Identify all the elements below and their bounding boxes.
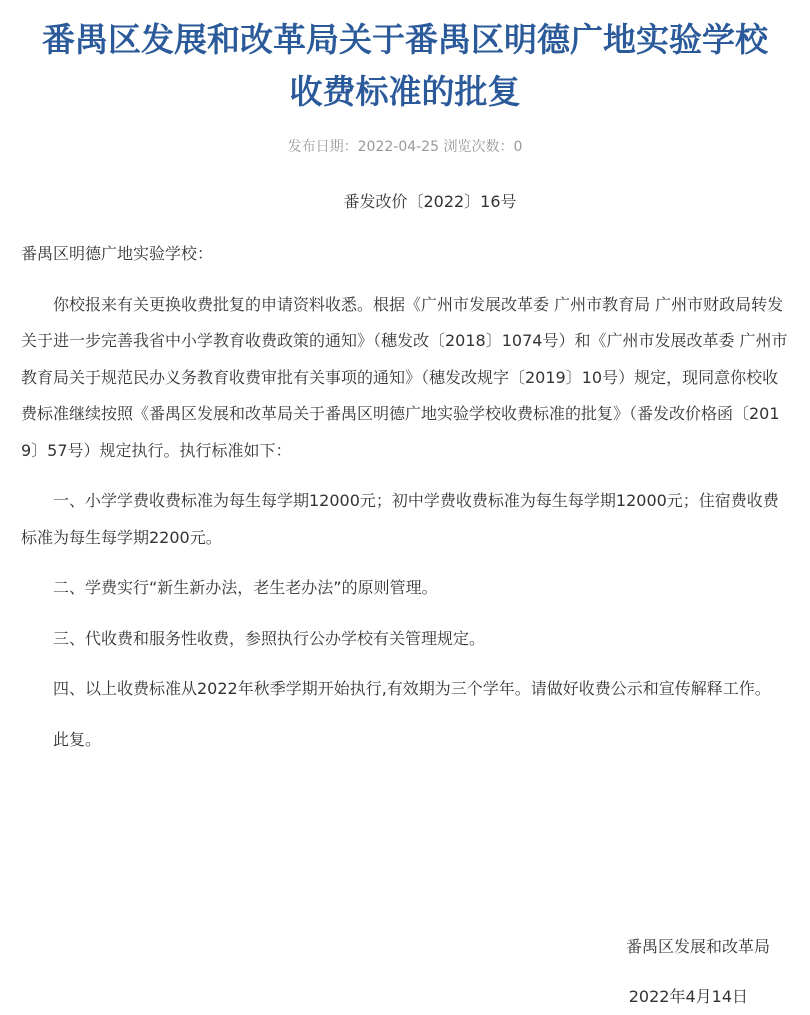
title-line-2: 收费标准的批复 — [289, 72, 521, 111]
paragraph-item-4: 四、以上收费标准从2022年秋季学期开始执行,有效期为三个学年。请做好收费公示和宣传解释工作。 — [53, 679, 771, 698]
paragraph-item-3: 三、代收费和服务性收费，参照执行公办学校有关管理规定。 — [53, 628, 486, 648]
title-line-1: 番禺区发展和改革局关于番禺区明德广地实验学校 — [42, 20, 768, 59]
signature: 番禺区发展和改革局 — [625, 937, 770, 956]
paragraph-closing: 此复。 — [53, 729, 102, 749]
page-title — [0, 14, 810, 118]
document-body — [21, 236, 793, 772]
publish-meta: 发布日期：2022-04-25 浏览次数：0 — [287, 139, 523, 155]
paragraph-item-2: 二、学费实行“新生新办法，老生老办法”的原则管理。 — [53, 578, 438, 597]
document-number: 番发改价〔2022〕16号 — [343, 192, 517, 211]
issue-date: 2022年4月14日 — [628, 987, 748, 1006]
paragraph-item-1: 一、小学学费收费标准为每生每学期12000元；初中学费收费标准为每生每学期12000元；住宿费收费标准为每生每学期2200元。 — [21, 491, 779, 547]
salutation: 番禺区明德广地实验学校： — [21, 244, 214, 263]
paragraph-intro: 你校报来有关更换收费批复的申请资料收悉。根据《广州市发展改革委 广州市教育局 广州市财政局转发关于进一步完善我省中小学教育收费政策的通知》（穗发改〔2018〕1074号）和《广州市发展改革委 广州市教育局关于规范民办义务教育收费审批有关事项的通知》（穗发改规字〔2019〕10号）规定，现同意你校收费标准继续按照《番禺区发展和改革局关于番禺区明德广地实验学校收费标准的批复》（番发改价格函〔2019〕57号）规定执行。执行标准如下： — [21, 294, 788, 460]
